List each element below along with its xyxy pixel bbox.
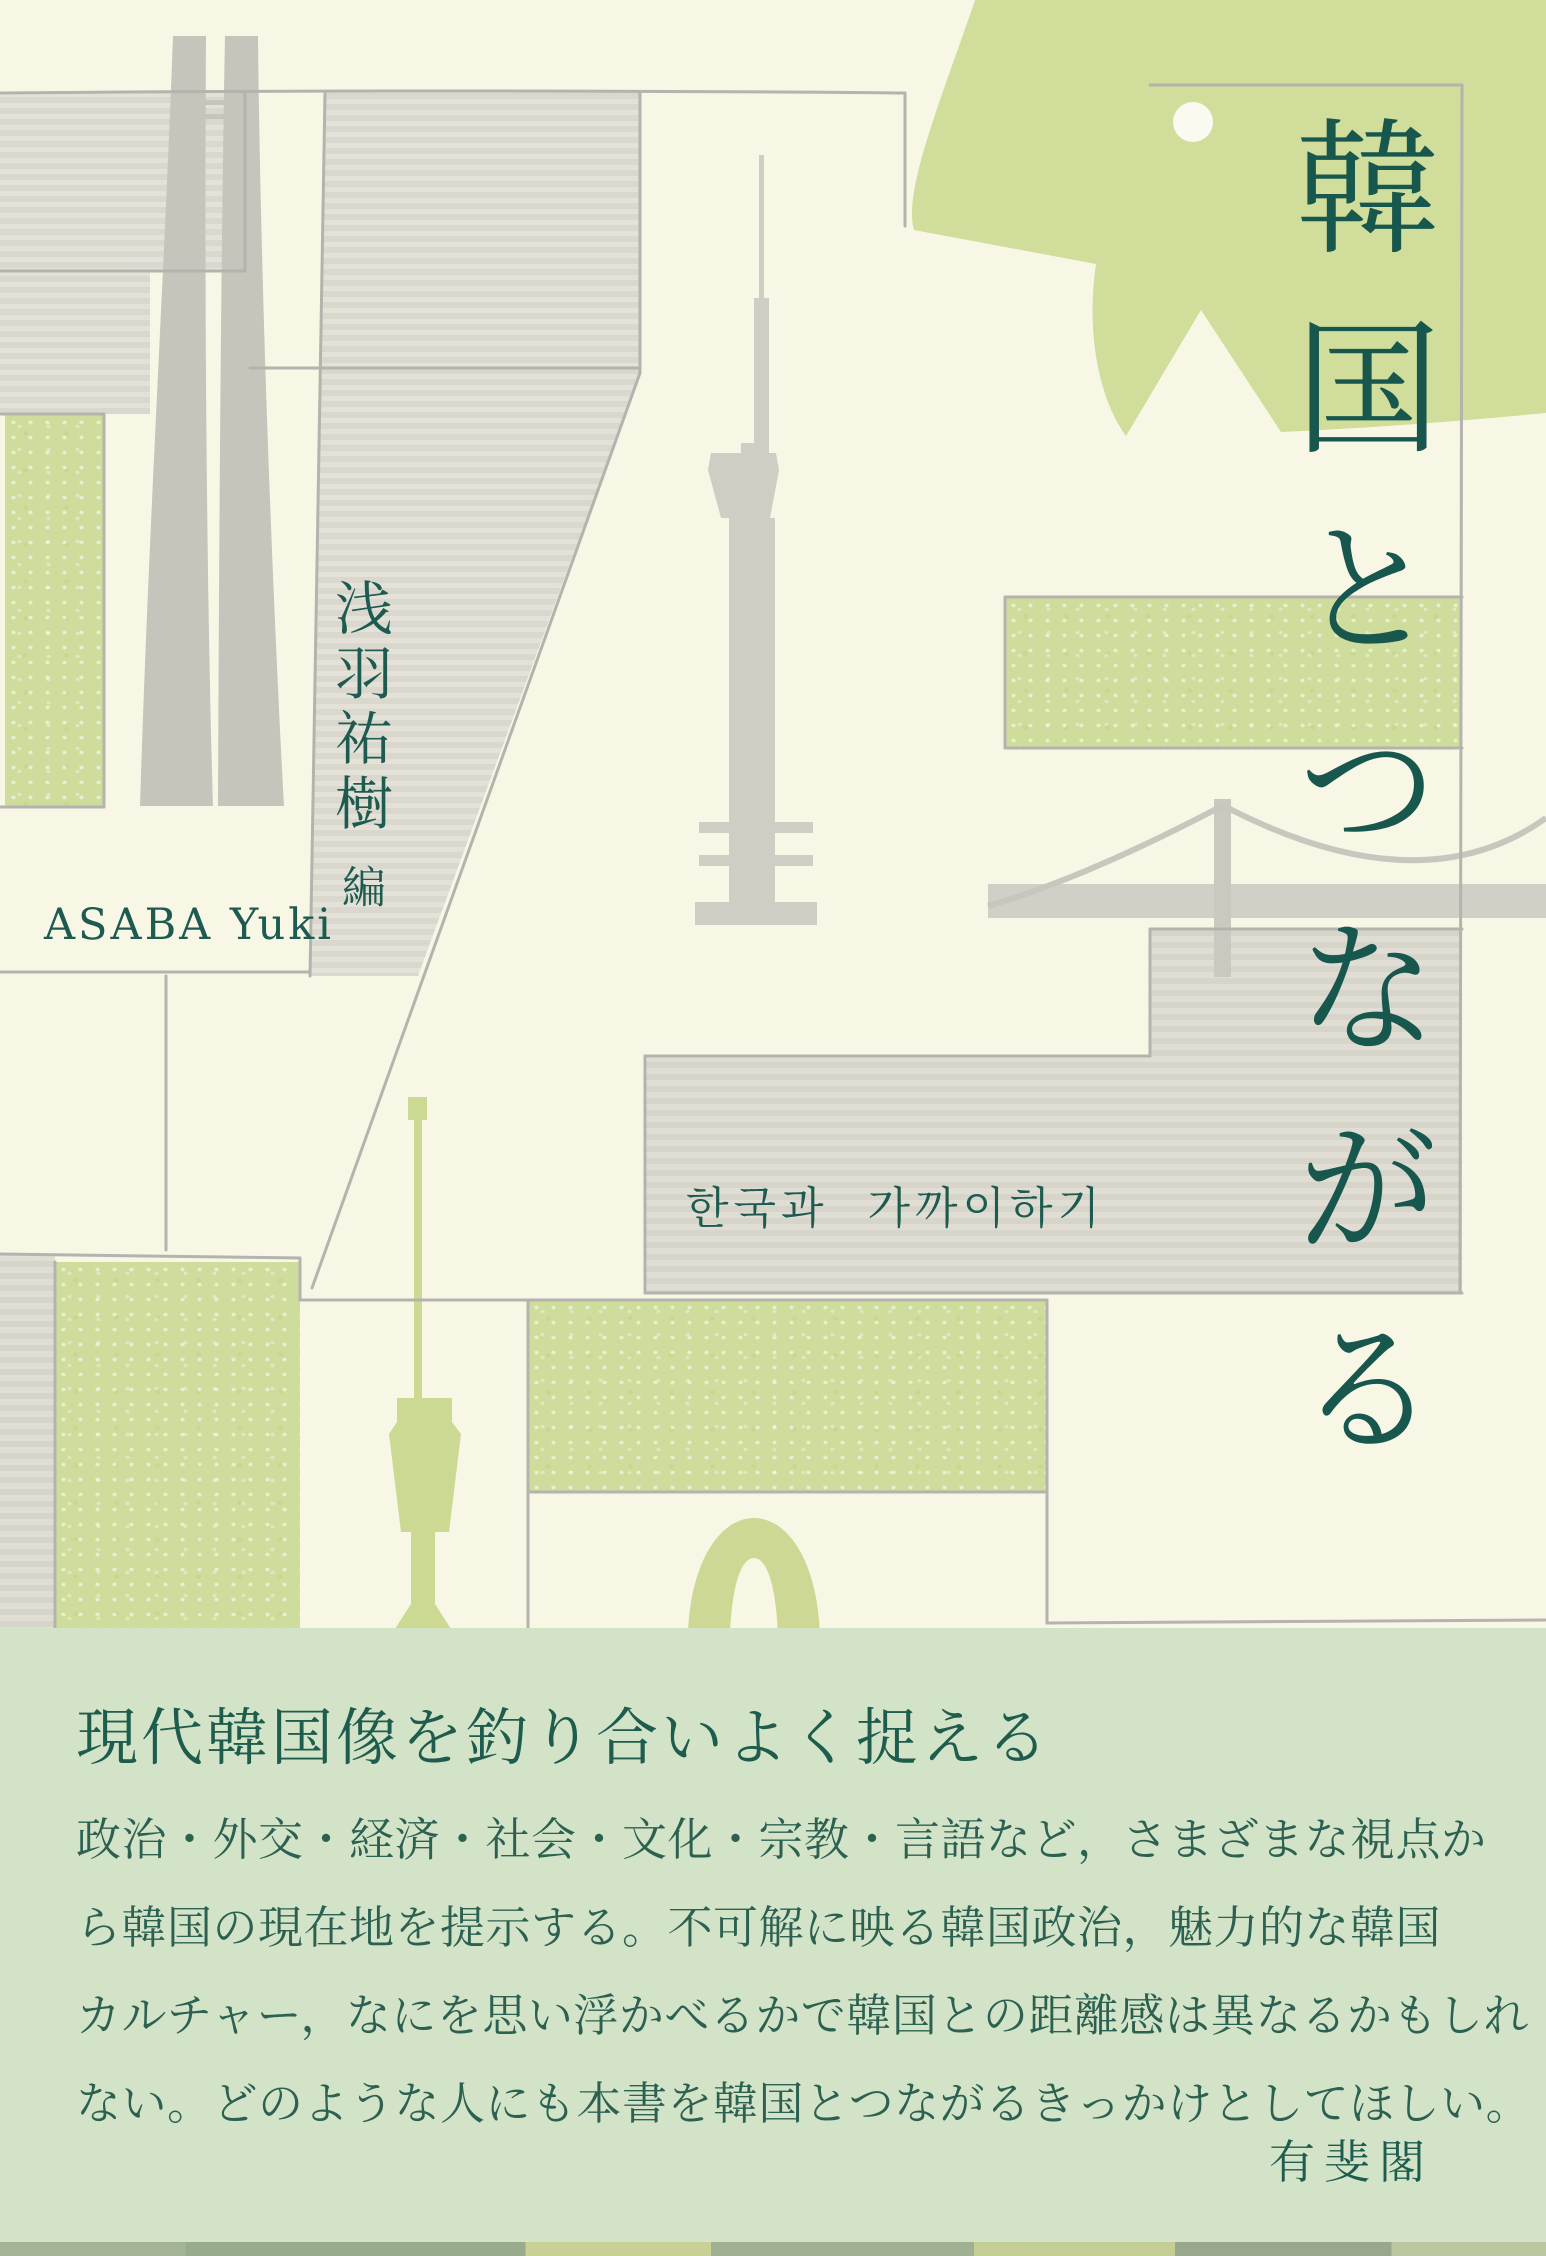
moon-icon <box>1173 102 1213 142</box>
cover-bottom-edge <box>0 2242 1546 2256</box>
band-description-line: カルチャー，なにを思い浮かべるかで韓国との距離感は異なるかもしれ <box>76 1989 1529 2042</box>
band-description-line: ら韓国の現在地を提示する。不可解に映る韓国政治，魅力的な韓国 <box>76 1901 1442 1954</box>
band-description-line: 政治・外交・経済・社会・文化・宗教・言語など，さまざまな視点か <box>76 1813 1487 1866</box>
editor-role: 編 <box>334 863 385 908</box>
book-title: 韓国とつながる <box>1270 112 1440 1513</box>
twin-towers-icon <box>140 36 284 806</box>
korean-subtitle: 한국과 가까이하기 <box>686 1183 1106 1234</box>
green-hill-blob <box>912 0 1546 436</box>
band-headline: 現代韓国像を釣り合いよく捉える <box>76 1701 1052 1774</box>
arch-gate-icon <box>688 1518 820 1636</box>
editor-name: 浅羽祐樹 <box>325 578 393 838</box>
publisher-name: 有斐閣 <box>1269 2135 1434 2189</box>
editor-romanized-name: ASABA Yuki <box>44 900 335 950</box>
band-description <box>76 1796 1532 2148</box>
bridge-icon <box>988 799 1546 977</box>
namsan-tower-icon <box>695 155 817 925</box>
obi-band <box>0 1628 1546 2256</box>
busan-tower-icon <box>389 1097 461 1632</box>
editor-name-block <box>325 578 393 908</box>
band-description-line: ない。どのような人にも本書を韓国とつながるきっかけとしてほしい。 <box>76 2077 1532 2130</box>
